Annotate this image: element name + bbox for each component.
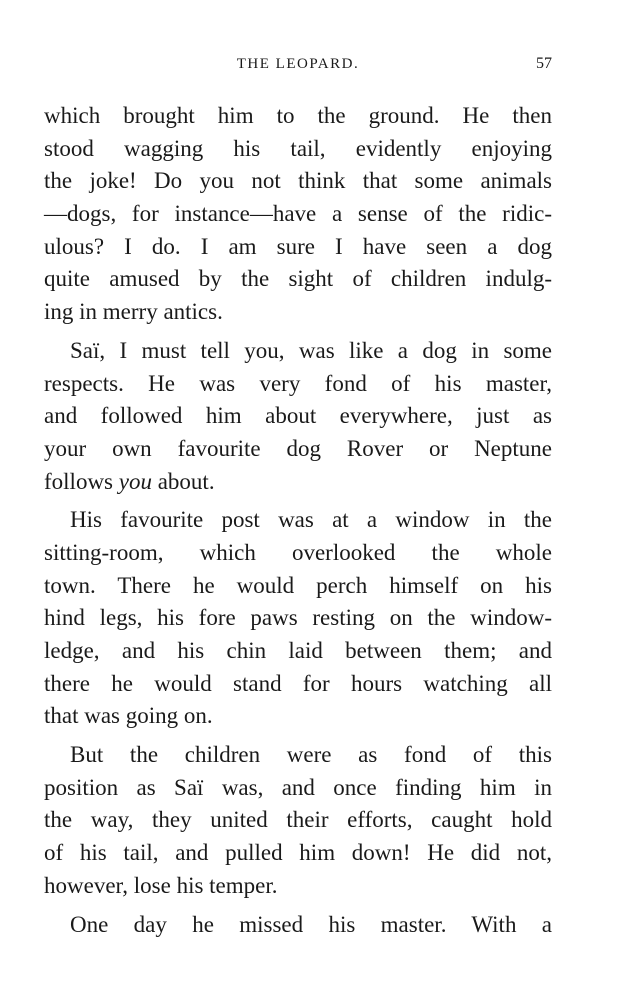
text-line: your own favourite dog Rover or Neptune xyxy=(44,435,552,461)
text-line: His favourite post was at a window in the xyxy=(70,507,552,533)
body-text xyxy=(44,100,552,941)
running-title: THE LEOPARD. xyxy=(236,56,360,72)
text-line: however, lose his temper. xyxy=(44,872,278,898)
text-line: ulous? I do. I am sure I have seen a dog xyxy=(44,233,552,259)
paragraph xyxy=(44,504,552,733)
paragraph xyxy=(44,335,552,498)
text-line: there he would stand for hours watching all xyxy=(44,670,552,696)
text-line: stood wagging his tail, evidently enjoying xyxy=(44,135,552,161)
text-line: which brought him to the ground. He then xyxy=(44,103,552,128)
page-number: 57 xyxy=(536,55,552,72)
text-line: ledge, and his chin laid between them; and xyxy=(44,638,552,663)
text-line: respects. He was very fond of his master, xyxy=(44,370,552,396)
text-line: and followed him about everywhere, just as xyxy=(44,403,552,429)
text-line: sitting-room, which overlooked the whole xyxy=(44,539,552,565)
running-head xyxy=(44,52,552,76)
text-line: that was going on. xyxy=(44,703,213,729)
text-line: the way, they united their efforts, caught hold xyxy=(44,807,552,833)
text-run: about. xyxy=(151,468,215,494)
text-line: town. There he would perch himself on his xyxy=(44,572,552,598)
text-line: hind legs, his fore paws resting on the window- xyxy=(44,605,552,631)
text-line: —dogs, for instance—have a sense of the ridic- xyxy=(44,201,552,227)
paragraph xyxy=(44,100,552,329)
paragraph xyxy=(44,739,552,902)
text-line: quite amused by the sight of children indulg- xyxy=(44,266,552,292)
text-line: position as Saï was, and once finding him in xyxy=(44,774,552,800)
text-line: ing in merry antics. xyxy=(44,299,223,325)
text-line xyxy=(44,466,552,499)
text-line: Saï, I must tell you, was like a dog in some xyxy=(70,337,552,363)
italic-word: you xyxy=(118,468,152,494)
text-run: follows xyxy=(44,468,119,494)
paragraph xyxy=(44,909,552,942)
text-line: of his tail, and pulled him down! He did not, xyxy=(44,840,552,866)
text-line: But the children were as fond of this xyxy=(70,742,552,768)
text-line: the joke! Do you not think that some animals xyxy=(44,168,552,194)
text-line: One day he missed his master. With a xyxy=(70,911,552,937)
